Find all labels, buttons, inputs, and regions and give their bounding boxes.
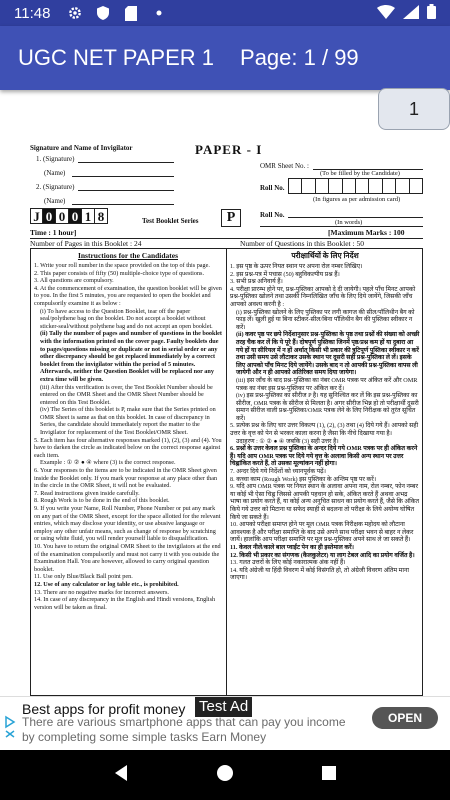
inst-hi-12: 12. किसी भी प्रकार का संगणक (कैलकुलेटर) या लाग टेबल आदि का प्रयोग वर्जित है।: [230, 551, 415, 559]
inst-hi-8: 8. कच्चा काम (Rough Work) इस पुस्तिका के अन्तिम पृष्ठ पर करें।: [230, 475, 377, 483]
inst-en-1: 1. Write your roll number in the space provided on the top of this page.: [34, 262, 210, 269]
signature-2: 2. (Signature): [36, 183, 75, 191]
inst-en-9: 9. If you write your Name, Roll Number, Phone Number or put any mark on any part of the OMR Sheet, except for the space allotted for the relevant entries, which may disclose your identity, or use abusive language or employ any other unfair means, such as change of response by scratching or using white fluid, you will render yourself liable to disqualification.: [34, 505, 221, 543]
app-title: UGC NET PAPER 1: [18, 45, 215, 70]
invigilator-header: Signature and Name of Invigilator: [30, 144, 133, 152]
inst-hi-9: 9. यदि आप OMR पत्रक पर नियत स्थान के अलावा अपना नाम, रोल नम्बर, फोन नम्बर या कोई भी ऐसा चिह्न जिससे आपकी पहचान हो सके, अंकित करते हैं अथवा अभद्र भाषा का प्रयोग करते हैं, या कोई अन्य अनुचित साधन का प्रयोग करते हैं, जैसे कि अंकित किये गये उत्तर को मिटाना या सफेद स्याही से बदलना तो परीक्षा के लिये अयोग्य घोषित किये जा सकते हैं।: [230, 483, 419, 521]
inst-hi-7: 7. अन्दर दिये गये निर्देशों को ध्यानपूर्वक पढ़ें।: [230, 468, 326, 476]
signature-1: 1. (Signature): [36, 155, 75, 163]
instructions-title: Instructions for the Candidates: [77, 251, 179, 260]
inst-hi-6: 6. प्रश्नों के उत्तर केवल प्रश्न पुस्तिका के अन्दर दिये गये OMR पत्रक पर ही अंकित करने हैं। यदि आप OMR पत्रक पर दिये गये वृत्त के अलावा किसी अन्य स्थान पर उत्तर चिह्नांकित करते हैं, तो उसका मूल्यांकन नहीं होगा।: [230, 445, 418, 468]
navigation-bar: [0, 750, 450, 800]
ad-choices-icon[interactable]: [4, 715, 16, 739]
inst-en-14: 14. In case of any discrepancy in the English and Hindi versions, English version will be taken as final.: [34, 596, 216, 611]
inst-hi-4iii: (iii) इस जाँच के बाद प्रश्न-पुस्तिका का नंबर OMR पत्रक पर अंकित करें और OMR पत्रक का नंबर इस प्रश्न-पुस्तिका पर अंकित कर दें।: [236, 376, 418, 392]
inst-hi-14: 14. यदि अंग्रेजी या हिंदी विवरण में कोई विसंगति हो, तो अंग्रेजी विवरण अंतिम माना जाएगा।: [230, 566, 410, 582]
shield-icon: [94, 5, 112, 21]
booklet-series-label: Test Booklet Series: [142, 217, 199, 225]
inst-hi-11: 11. केवल नीले/काले बाल प्वाईंट पेन का ही इस्तेमाल करें।: [230, 543, 354, 551]
page-indicator: Page: 1 / 99: [240, 45, 359, 70]
inst-hi-1: 1. इस पृष्ठ के ऊपर नियत स्थान पर अपना रोल नम्बर लिखिए।: [230, 263, 363, 270]
omr-label: OMR Sheet No. :: [260, 162, 309, 170]
questions-count: Number of Questions in this Booklet : 50: [240, 239, 364, 248]
max-marks-label: [Maximum Marks : 100: [328, 228, 405, 237]
roll-no-label-2: Roll No.: [260, 211, 285, 219]
wifi-icon: [377, 5, 395, 22]
status-bar: [0, 0, 450, 26]
app-bar: [0, 26, 450, 90]
inst-hi-13: 13. गलत उत्तरों के लिए कोई नकारात्मक अंक नहीं हैं।: [230, 559, 346, 567]
inst-hi-10: 10. आपको परीक्षा समाप्त होने पर मूल OMR पत्रक निरीक्षक महोदय को लौटाना आवश्यक है और परीक्षा समाप्ति के बाद उसे अपने साथ परीक्षा भवन से बाहर न लेकर जायें। हालांकि आप परीक्षा समाप्ति पर मूल प्रश्न-पुस्तिका अपने साथ ले जा सकते हैं।: [230, 521, 414, 544]
instructions-english: [34, 251, 222, 611]
inst-en-4: 4. At the commencement of examination, the question booklet will be given to you. In the first 5 minutes, you are requested to open the booklet and compulsorily examine it as below :: [34, 284, 222, 307]
inst-en-4i: (i) To have access to the Question Booklet, tear off the paper seal/polythene bag on the booklet. Do not accept a booklet without sticker-seal/without polythene bag and do not accept an open booklet.: [40, 307, 213, 330]
inst-en-example: Example : ① ② ● ④ where (3) is the correct response.: [40, 459, 176, 467]
inst-en-7: 7. Read instructions given inside carefully.: [34, 489, 140, 497]
inst-hi-2: 2. इस प्रश्न-पत्र में पचास (50) बहुविकल्पीय प्रश्न हैं।: [230, 270, 340, 278]
series-box: P: [221, 209, 241, 227]
inst-hi-4: 4. परीक्षा प्रारम्भ होने पर, प्रश्न-पुस्तिका आपको दे दी जायेगी। पहले पाँच मिनट आपको प्रश्न-पुस्तिका खोलने तथा उसकी निम्नलिखित जाँच के लिए दिये जायेंगे, जिसकी जाँच आपको अवश्य करनी है :: [230, 285, 416, 308]
battery-icon: [427, 4, 436, 22]
inst-en-13: 13. There are no negative marks for incorrect answers.: [34, 588, 169, 596]
settings-icon: [66, 5, 84, 21]
inst-hi-4ii: (ii) कवर पृष्ठ पर छपे निर्देशानुसार प्रश्न-पुस्तिका के पृष्ठ तथा प्रश्नों की संख्या को अच्छी तरह चैक कर लें कि ये पूरे हैं। दोषपूर्ण पुस्तिका जिनमें पृष्ठ/प्रश्न कम हों या दुबारा आ गये हों या सीरियल में न हों अर्थात् किसी भी प्रकार की त्रुटिपूर्ण पुस्तिका स्वीकार न करें तथा उसी समय उसे लौटाकर उसके स्थान पर दूसरी सही प्रश्न-पुस्तिका ले लें। इसके लिए आपको पाँच मिनट दिये जायेंगे। उसके बाद न तो आपकी प्रश्न-पुस्तिका वापस ली जायेगी और न ही आपको अतिरिक्त समय दिया जायेगा।: [236, 331, 420, 377]
time-label: Time : 1 hour]: [30, 228, 77, 237]
inst-en-4ii: (ii) Tally the number of pages and number of questions in the booklet with the information printed on the cover page. Faulty booklets due to pages/questions missing or duplicate or not in serial order or any other discrepancy should be got replaced immediately by a correct booklet from the invigilator within the period of 5 minutes. Afterwards, neither the Question Booklet will be replaced nor any extra time will be given.: [40, 330, 222, 383]
inst-en-12: 12. Use of any calculator or log table etc., is prohibited.: [34, 580, 179, 588]
inst-en-5: 5. Each item has four alternative responses marked (1), (2), (3) and (4). You have to darken the circle as indicated below on the correct response against each item.: [34, 436, 222, 459]
inst-en-2: 2. This paper consists of fifty (50) multiple-choice type of questions.: [34, 269, 205, 277]
pages-count: Number of Pages in this Booklet : 24: [30, 239, 142, 248]
booklet-code: J 0 0 0 1 8: [30, 208, 108, 224]
status-time: 11:48: [14, 4, 51, 22]
omr-fill-note: (To be filled by the Candidate): [320, 170, 400, 177]
inst-en-10: 10. You have to return the original OMR Sheet to the invigilators at the end of the examination compulsorily and must not carry it with you outside the Examination Hall. You are however, allowed to carry original question booklet.: [34, 542, 221, 573]
paper-title: PAPER - I: [195, 142, 263, 157]
recents-icon[interactable]: [321, 765, 337, 786]
inst-hi-4iv: (iv) इस प्रश्न-पुस्तिका का सीरीज P है। यह सुनिश्चित कर लें कि इस प्रश्न-पुस्तिका का सीरीज, OMR पत्रक के सीरीज से मिलता है। अगर सीरीज भिन्न हो तो परीक्षार्थी दूसरी समान सीरीज वाली प्रश्न-पुस्तिका/OMR पत्रक लेने के लिए निरीक्षक को तुरंत सूचित करें।: [236, 392, 419, 422]
ad-title[interactable]: Best apps for profit money: [22, 701, 186, 717]
instructions-hindi: [230, 251, 420, 582]
inst-en-3: 3. All questions are compulsory.: [34, 277, 114, 285]
roll-no-label: Roll No.: [260, 184, 285, 192]
inst-en-4iii: (iii) After this verification is over, the Test Booklet Number should be entered on the OMR Sheet and the OMR Sheet Number should be entered on this Test Booklet.: [40, 383, 213, 406]
dot-icon: [150, 5, 168, 21]
ad-open-button[interactable]: OPEN: [372, 707, 438, 729]
inst-hi-5: 5. प्रत्येक प्रश्न के लिए चार उत्तर विकल्प (1), (2), (3) तथा (4) दिये गये हैं। आपको सही उत्तर के वृत्त को पेन से भरकर काला करना है जैसा कि नीचे दिखाया गया है।: [230, 422, 419, 438]
page-number-button[interactable]: 1: [378, 88, 450, 130]
test-ad-tag: Test Ad: [195, 697, 252, 717]
ad-banner[interactable]: [0, 696, 450, 750]
inst-en-6: 6. Your responses to the items are to be indicated in the OMR Sheet given inside the Booklet only. If you mark your response at any place other than in the circle in the OMR Sheet, it will not be evaluated.: [34, 467, 218, 490]
pdf-viewer[interactable]: [0, 90, 450, 696]
back-icon[interactable]: [113, 764, 129, 787]
sd-card-icon: [122, 5, 140, 21]
inst-hi-example: उदाहरण : ① ② ● ④ जबकि (3) सही उत्तर है।: [236, 437, 339, 445]
hindi-title: परीक्षार्थियों के लिए निर्देश: [291, 251, 359, 260]
name-1: (Name): [44, 169, 66, 177]
ad-description[interactable]: There are various smartphone apps that can pay you income by completing some simple tasks Earn Money: [22, 715, 346, 744]
home-icon[interactable]: [216, 764, 234, 787]
inst-en-4iv: (iv) The Series of this booklet is P, make sure that the Series printed on OMR Sheet is same as that on this booklet. In case of discrepancy in Series, the candidate should immediately report the matter to the Invigilator for replacement of the Test Booklet/OMR Sheet.: [40, 406, 216, 437]
inst-hi-3: 3. सभी प्रश्न अनिवार्य हैं।: [230, 278, 283, 286]
inst-en-8: 8. Rough Work is to be done in the end of this booklet.: [34, 497, 170, 505]
inst-en-11: 11. Use only Blue/Black Ball point pen.: [34, 573, 133, 581]
inst-hi-4i: (i) प्रश्न-पुस्तिका खोलने के लिए पुस्तिका पर लगी कागज की सील/पॉलिथीन बैग को फाड़ लें। खुली हुई या बिना स्टीकर-सील/बिना पॉलिथीन बैग की पुस्तिका स्वीकार न करें।: [236, 308, 415, 331]
name-2: (Name): [44, 197, 66, 205]
roll-figures-note: (In figures as per admission card): [313, 196, 401, 203]
in-words-note: (In words): [335, 219, 363, 226]
signal-icon: [403, 5, 419, 22]
roll-no-boxes: [288, 178, 423, 194]
